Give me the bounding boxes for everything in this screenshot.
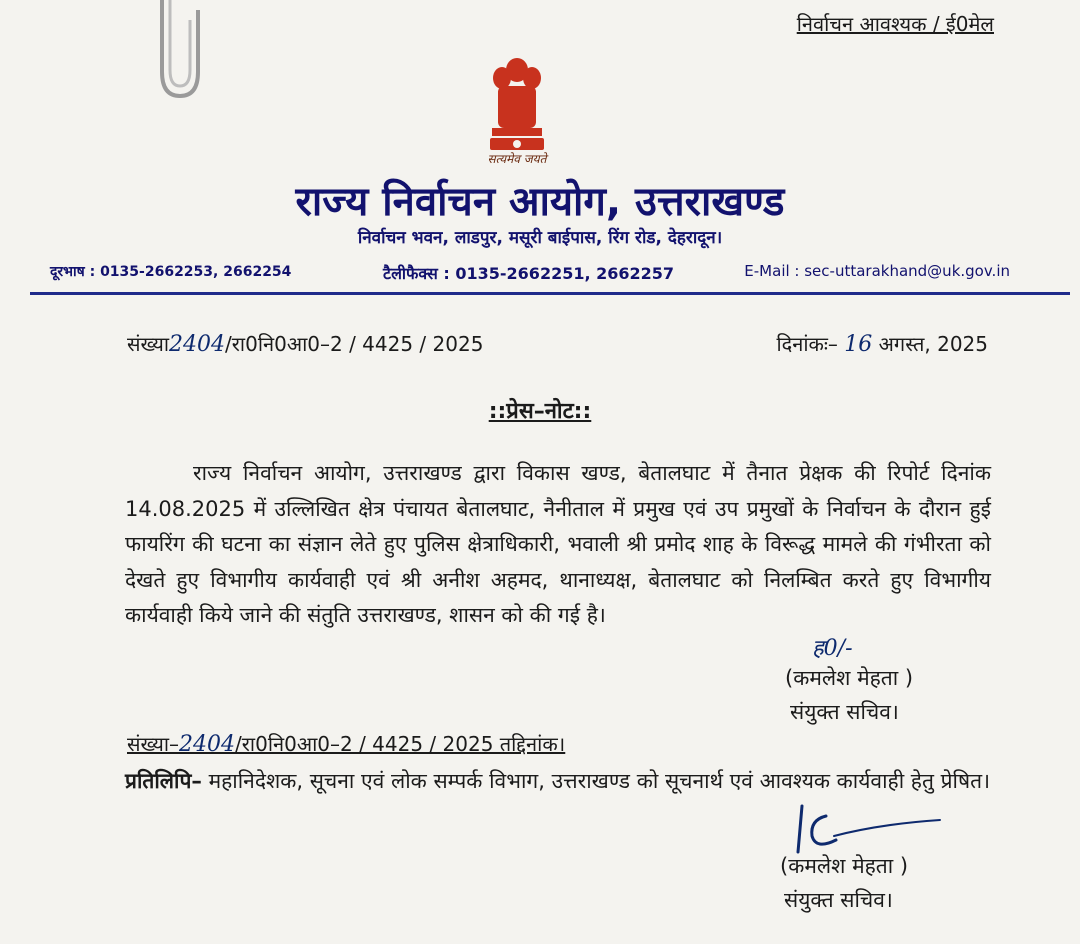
date-label: दिनांकः– — [776, 332, 838, 356]
handwritten-date-day: 16 — [844, 332, 873, 357]
mail-priority-note: निर्वाचन आवश्यक / ई0मेल — [796, 12, 994, 36]
copy-handwritten-number: 2404 — [179, 732, 235, 757]
press-note-heading: ::प्रेस–नोट:: — [488, 399, 592, 424]
paperclip-icon — [140, 0, 210, 110]
emblem-motto: सत्यमेव जयते — [487, 152, 547, 166]
phone-numbers: दूरभाष : 0135-2662253, 2662254 — [50, 264, 292, 280]
reference-number — [127, 330, 483, 357]
signatory-name-copy: (कमलेश मेहता ) — [780, 854, 909, 878]
reference-prefix: संख्या — [127, 332, 169, 356]
body-text: राज्य निर्वाचन आयोग, उत्तराखण्ड द्वारा विकास खण्ड, बेतालघाट में तैनात प्रेक्षक की रिपोर्ट दिनांक 14.08.2025 में उल्लिखित क्षेत्र पंचायत बेतालघाट, नैनीताल में प्रमुख एवं उप प्रमुखों के निर्वाचन के दौरान हुई फायरिंग की घटना का संज्ञान लेते हुए पुलिस क्षेत्राधिकारी, भवाली श्री प्रमोद शाह के विरूद्ध मामले की गंभीरता को देखते हुए विभागीय कार्यवाही एवं श्री अनीश अहमद, थानाध्यक्ष, बेतालघाट को निलम्बित करते हुए विभागीय कार्यवाही किये जाने की संतुति उत्तराखण्ड, शासन को की गई है। — [125, 461, 992, 627]
press-note-body — [125, 456, 991, 634]
signature-mark: ह0/- — [812, 636, 853, 661]
copy-reference-number — [127, 730, 565, 757]
organization-address: निर्वाचन भवन, लाडपुर, मसूरी बाईपास, रिंग रोड, देहरादून। — [357, 228, 723, 248]
letterhead-divider — [30, 292, 1070, 295]
signatory-name: (कमलेश मेहता ) — [785, 666, 914, 690]
copy-label: प्रतिलिपि– — [125, 769, 202, 793]
handwritten-reference-number: 2404 — [169, 332, 225, 357]
copy-text: महानिदेशक, सूचना एवं लोक सम्पर्क विभाग, उत्तराखण्ड को सूचनार्थ एवं आवश्यक कार्यवाही हेतु प्रेषित। — [201, 769, 991, 793]
date-month-year: अगस्त, 2025 — [872, 332, 988, 356]
fax-numbers: टैलीफैक्स : 0135-2662251, 2662257 — [383, 264, 675, 283]
signatory-designation-copy: संयुक्त सचिव। — [784, 888, 893, 912]
organization-title: राज्य निर्वाचन आयोग, उत्तराखण्ड — [295, 179, 785, 225]
email-address: E-Mail : sec-uttarakhand@uk.gov.in — [744, 262, 1010, 280]
handwritten-signature-icon — [780, 800, 950, 860]
copy-to-paragraph — [125, 764, 991, 800]
signatory-designation: संयुक्त सचिव। — [790, 700, 899, 724]
reference-suffix: /रा0नि0आ0–2 / 4425 / 2025 — [225, 332, 484, 356]
document-date — [776, 330, 988, 357]
copy-reference-suffix: /रा0नि0आ0–2 / 4425 / 2025 तद्दिनांक। — [235, 732, 566, 756]
copy-reference-prefix: संख्या– — [127, 732, 179, 756]
